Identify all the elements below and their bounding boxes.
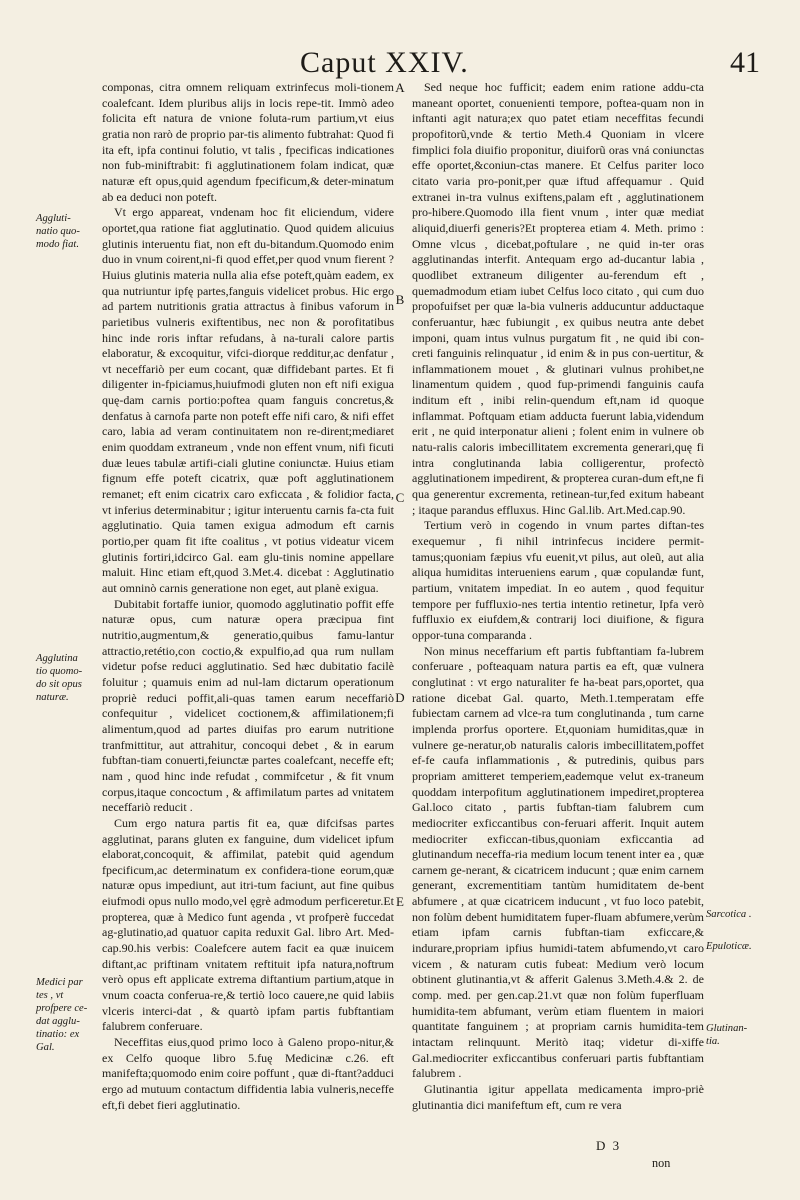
right-text-column [412, 80, 704, 1113]
margin-note-epuloticae: Epuloticæ. [706, 941, 752, 952]
paragraph: Cum ergo natura partis fit ea, quæ difcifsas partes agglutinat, parans gluten ex fanguine, dum videlicet ipfum elaborat,concoquit, & affimilat, patebit quid agendum fpecificum,ac determinatum ex confidera-tione eorum,quæ naturæ opus impediunt, aut itri-tum faciunt, aut fine quibus eiufmodi opus nullo modo,vel ęgrè admodum perficeretur.Et propterea, quæ à Medico funt agenda , vt profperè fuccedat ag-glutinatio,ad quatuor capita reduxit Gal. libro Art. Med-cap.90.his verbis: Coalefcere autem facit ea quæ inuicem diftant,ac priftinam vnitatem reftituit ipfa natura,noftrum verò opus eft applicate extrema diftantium partium,atque in vnum coacta conferua-re,& tertiò loco cauere,ne quid labiis vlceris interci-dat , & quartò ipfam partis fubftantiam falubrem conferuare. [102, 815, 394, 1034]
page-number: 41 [730, 46, 760, 79]
paragraph: Glutinantia igitur appellata medicamenta impro-priè glutinantia dici manifeftum eft, cum re vera [412, 1082, 704, 1112]
margin-note-glutinantia: Glutinan- tia. [706, 1023, 748, 1047]
left-text-column [102, 80, 394, 1113]
section-marker-c: C [395, 490, 405, 505]
paragraph: Sed neque hoc fufficit; eadem enim ratione addu-cta maneant oportet, conuenienti tempore, poftea-quam non in inftanti agit natura;ex quo patet etiam neceffitas fecundi propofitorũ,vnde & tertio Meth.4 Quoniam in vlcere fimplici fola diuifio proponitur, diuiforũ oras vná coniunctas effe oportet,&coniun-ctas manere. Et Celfus pariter loco citato varia pro-ponit,per quæ iftud affequamur . Quid extranei in-tra vulnus exiftens,palam eft , agglutinationem pro-hibere.Quomodo illa fient vnum , inter quæ mediat aliquid,diuerfi generis?Et propterea etiam 4. Meth. primo : Omne vlcus , dicebat,poftulare , ne quid in-ter oras agglutinandas interfit. Antequam ergo ad-ducantur labia , quodlibet extraneum diligenter au-ferendum eft , quemadmodum etiam iubet Celfus loco citato , qui cum duo propofuifset per quæ la-bia vulneris adducuntur adductaque conferuantur, hæc fubiungit , ex quibus neutra ante debet imponi, quam intus vulnus purgatum fit , ne quid ibi con-creti fanguinis relinquatur , id enim & in pus con-uertitur, & inflammationem mouet , & glutinari vulnus prohibet,ne linamentum quidem , quod fup-primendi fanguinis caufa inditum eft , inibi relin-quendum eft,nam id quoque inflammat. Poftquam etiam adducta fuerunt labia,videndum erit , ne quid interponatur alieni ; folent enim in vulnere ob natu-ralis caloris imbecillitatem excrementa generari,quę fi intra conglutinanda labia colligerentur, profectò agglutinationem impedirent, & propterea curan-dum eft,ne fi qua generentur excrementa, retinean-tur,fed exitum habeant ; itaque parandus effluxus. Hinc Gal.lib. Art.Med.cap.90. [412, 80, 704, 517]
section-marker-b: B [395, 292, 405, 307]
section-marker-e: E [396, 894, 404, 909]
chapter-title: Caput XXIV. [300, 46, 469, 79]
paragraph: Non minus neceffarium eft partis fubftantiam fa-lubrem conferuare , pofteaquam natura partis ea eft, quæ vulnera conglutinat : vt ergo naturaliter fe ha-beat pars,oportet, qua ratione dicebat Gal. quarto, Meth.1.temperatam effe fubiectam carnem ad vlce-ra tum conglutinanda , tum carne implenda prorfus oportere. Et,quoniam humiditas,quæ in vulnere ge-neratur,ob naturalis caloris imbecillitatem,poffet ef-fe caufa inflammationis , & putredinis, quibus pars propriam amitteret temperiem,eademque velut ex-traneum quoddam interpofitum agglutinationem impediret,propterea Gal.loco citato , partis fubftan-tiam falubrem cum mediocriter exficcantibus con-feruari afferit. Inquit autem mediocriter exficcan-tibus,quoniam exficcantia ad glutinandum neceffa-ria medium locum tenent inter ea , quæ carnem ge-nerant, & cicatricem inducunt ; quæ enim carnem generant, excrementitiam tantùm humiditatem de-bent abfumere , at quæ cicatricem inducunt , vt fuo loco patebit, non folùm debent humiditatem fuper-fluam abfumere,verùm etiam ipfam carnis fubftan-tiam exficcare,& indurare,propriam ipfius humidi-tatem abfumendo,vt caro vicem , & naturam cutis fubeat: Medium verò locum obtinent glutinantia,vt & afferit Galenus 3.Meth.4.& 2. de comp. med. per gen.cap.21.vt quæ non folùm fuperfluam humidita-tem abfumant, verùm etiam fluentem in maiori quantitate fanguinem ; at propriam carnis humidita-tem intactam relinquunt. Meritò itaq; videtur di-xiffe Gal.mediocriter exficcantibus conferuari partis fubftantiam falubrem . [412, 643, 704, 1081]
margin-note-medici-partes: Medici par tes , vt profpere ce- dat agglu- tinatio: ex Gal. [36, 977, 88, 1053]
margin-note-agglutinatio-opus-naturae: Agglutina tio quomo- do sit opus naturæ. [36, 653, 83, 703]
margin-note-agglutinatio-quomodo: Aggluti- natio quo- modo fiat. [36, 213, 80, 250]
paragraph: Tertium verò in cogendo in vnum partes diftan-tes exequemur , fi nihil intrinfecus incidere permit-tamus;quoniam fæpius vfu euenit,vt pilus, aut oleũ, aut alia aliqua humiditas interueniens earum , quæ copulandæ funt, partium, vnitatem impediat. In eo autem , quod fequitur tempore per fuffluxio-nes tertia intentio retinetur, Ipfa verò fuffluxio ex eiufdem,& contrarij loci diuifione, & figura oppor-tuna comparanda . [412, 518, 704, 642]
paragraph: Dubitabit fortaffe iunior, quomodo agglutinatio poffit effe naturæ opus, cum naturæ opera præcipua fint nutritio,augmentum,& generatio,quibus famu-lantur attractio,retétio,con coctio,& expulfio,ad qua rum nullam videtur pofse reduci agglutinatio. Sed hæc dubitatio facilè foluitur ; quamuis enim ad nul-lam dictarum operationum propriè reduci poffit,ali-quas tamen earum neceffariò confequitur , videlicet coctionem,& affimilationem;fi alimentum,quod ad partes diuifas pro earum nutritione tranfmittitur, aut attrahitur, concoqui debet , & in earum fubftan-tiam conuerti,feiunctæ partes coalefcant, neceffe eft; nam , quod hinc inde refudat , commifcetur , & fit vnum corpus,itaque concoctum , & affimilatum partes ad vnitatem neceffariò reducit . [102, 596, 394, 815]
section-marker-d: D [395, 690, 405, 705]
signature-mark: D 3 [596, 1138, 622, 1153]
paragraph: Vt ergo appareat, vndenam hoc fit eliciendum, videre oportet,qua ratione fiat agglutinatio. Quod quidem alicuius glutinis interuentu fiat, non eft du-bitandum.Quomodo enim duo in vnum coirent,ni-fi quod effet,per quod vnum fierent ? Huius glutinis materia nulla alia efse poteft,quàm eadem, ex qua nutriuntur ipfę partes,fanguis videlicet probus. Hic ergo ad partem nutritionis gratia attractus à finibus vaforum in parietibus vulneris exiftentibus, nec non & porofitatibus hinc inde roris inftar refudans, à na-turali calore partis elaboratur, & excoquitur, vifci-diorque redditur,ac denfatur , vt neceffariò per eum cocant, quæ diffidebant partes. Et fi diligenter in-fpiciamus,huiufmodi gluten non eft nifi exigua quę-dam carnis portio:poftea quam fanguis concretus,& denfatus à carnofa parte non poteft effe nifi caro, & nifi effet caro, labia ad veram continuitatem non re-dirent;mediaret enim quoddam extraneum , vnde non effent vnum, nifi ficuti duæ leues tabulæ artifi-ciali glutine coniunctæ. Huius etiam fignum effe poteft cicatrix, quæ poft agglutinationem remanet; eft enim cicatrix caro exficcata , & folidior facta, vt inferius determinabitur ; igitur interuentu carnis fa-cta fuit agglutinatio. Quia tamen exigua admodum eft carnis portio,per quam fit ifte coalitus , vt potius videatur vicem glutinis fortiri,idcirco Gal. eam glu-tinis nomine appellare maluit. Hinc etiam eft,quod 3.Met.4. dicebat : Agglutinatio aut omninò carnis generatione non eget, aut planè exigua. [102, 205, 394, 595]
section-marker-a: A [395, 80, 405, 95]
paragraph: componas, citra omnem reliquam extrinfecus moli-tionem coalefcant. Idem pluribus alijs in locis repe-tit. Immò adeo folicita eft natura de vnione foluta-rum partium,vt eius gratia non rarò de proprio par-tis alimento fubtrahat: Quod fi ita eft, ipfa continui folutio, vt talis , fpecificas indicationes non fub-miniftrabit: fi agglutinationem folam indicat, quæ naturæ eft opus,quid agendum fpecificum,& deter-minatum ab ea deduci non poteft. [102, 80, 394, 204]
margin-note-sarcotica: Sarcotica . [706, 909, 752, 920]
catchword: non [652, 1156, 671, 1170]
paragraph: Neceffitas eius,quod primo loco à Galeno propo-nitur,& ex Celfo quoque libro 5.fuę Medicinæ c.26. eft manifefta;quomodo enim coire poffunt , quæ di-ftant?adduci ergo ad mutuum contactum diffidentia labia vulneris,neceffe eft,fi debet fieri agglutinatio. [102, 1035, 394, 1112]
